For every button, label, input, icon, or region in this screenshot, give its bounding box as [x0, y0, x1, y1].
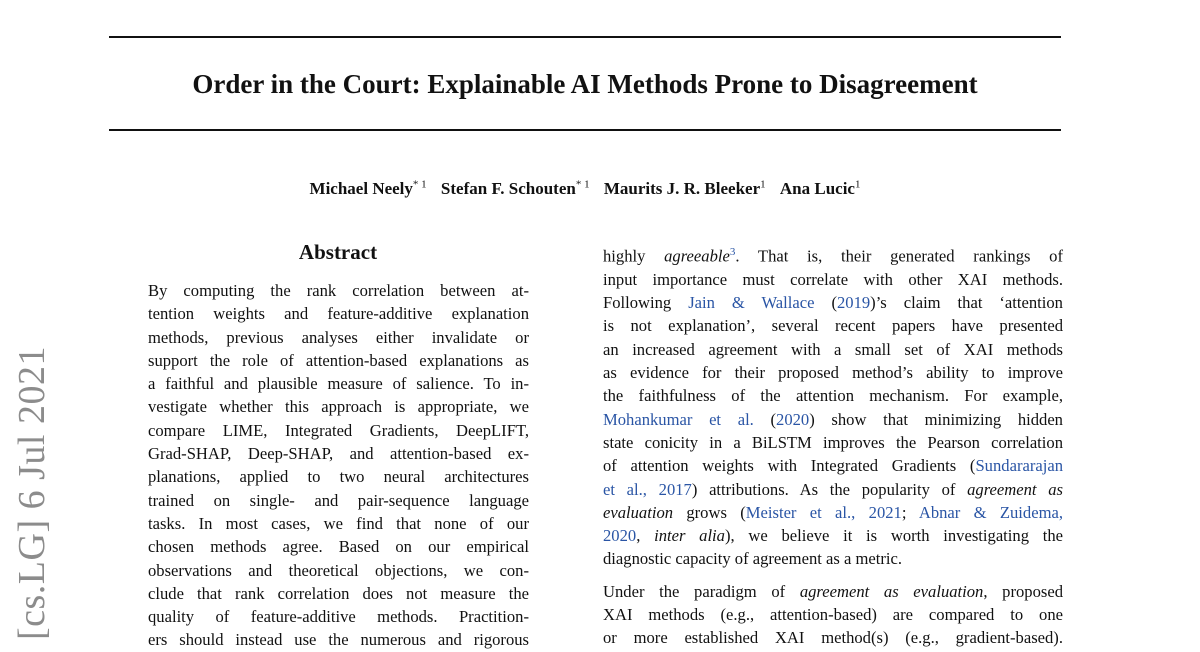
body-line: Mohankumar et al. (2020) show that minimizing hidden: [603, 409, 1063, 429]
citation-link[interactable]: Abnar & Zuidema,: [918, 502, 1063, 522]
abstract-heading: Abstract: [298, 240, 378, 264]
abstract-line: compare LIME, Integrated Gradients, DeepLIFT,: [148, 420, 529, 440]
citation-link[interactable]: et al., 2017: [603, 479, 692, 499]
abstract-line: ers should instead use the numerous and rigorous: [148, 630, 529, 650]
abstract-line: a faithful and plausible measure of salience. To in-: [148, 374, 529, 394]
intro-text: [603, 241, 1063, 650]
body-line: Under the paradigm of agreement as evaluation, proposed: [603, 581, 1063, 601]
abstract-line: Grad-SHAP, Deep-SHAP, and attention-based ex-: [148, 444, 529, 464]
author-4[interactable]: Ana Lucic$^1$: [779, 178, 861, 198]
body-line: the faithfulness of the attention mechanism. For example,: [603, 386, 1063, 406]
title-bottom-rule: [109, 129, 1061, 131]
abstract-line: support the role of attention-based explanations as: [148, 350, 529, 370]
body-line: diagnostic capacity of agreement as a metric.: [603, 549, 903, 569]
abstract-line: quality of feature-additive methods. Practition-: [148, 607, 529, 627]
body-line: et al., 2017) attributions. As the popularity of agreement as: [603, 479, 1063, 499]
abstract-line: planations, applied to two neural architectures: [148, 467, 529, 487]
author-2[interactable]: Stefan F. Schouten$^{* 1}$: [440, 178, 590, 198]
citation-year-link[interactable]: 2020: [776, 409, 810, 429]
abstract-line: trained on single- and pair-sequence language: [148, 490, 529, 510]
author-list: [109, 172, 1061, 201]
body-line: XAI methods (e.g., attention-based) are compared to one: [603, 604, 1063, 624]
abstract-line: By computing the rank correlation between at-: [148, 281, 529, 300]
body-line: or more established XAI method(s) (e.g., gradient-based).: [603, 628, 1063, 648]
body-line: Following Jain & Wallace (2019)’s claim that ‘attention: [603, 293, 1063, 313]
author-3[interactable]: Maurits J. R. Bleeker$^1$: [603, 178, 766, 198]
body-line: an increased agreement with a small set of XAI methods: [603, 339, 1063, 359]
abstract-line: tasks. In most cases, we find that none of our: [148, 513, 529, 533]
footnote-link[interactable]: 3: [729, 246, 736, 258]
citation-link[interactable]: Jain & Wallace: [688, 293, 815, 313]
abstract-body: [148, 279, 529, 652]
abstract-line: tention weights and feature-additive explanation: [148, 304, 529, 324]
body-line: evaluation grows (Meister et al., 2021; Abnar & Zuidema,: [603, 502, 1063, 522]
citation-year-link[interactable]: 2019: [836, 293, 871, 313]
body-line: state conicity in a BiLSTM improves the Pearson correlation: [603, 432, 1063, 452]
body-line: 2020, inter alia), we believe it is worth investigating the: [603, 526, 1063, 546]
citation-link[interactable]: Meister et al., 2021: [745, 502, 902, 522]
body-line: as evidence for their proposed method’s ability to improve: [603, 363, 1063, 383]
body-line: is not explanation’, several recent papers have presented: [603, 316, 1063, 336]
body-line: input importance must correlate with other XAI methods.: [603, 269, 1063, 289]
body-line: highly agreeable$^3$. That is, their generated rankings of: [603, 246, 1063, 266]
author-1[interactable]: Michael Neely$^{* 1}$: [309, 178, 427, 198]
abstract-line: vestigate whether this approach is appropriate, we: [148, 397, 529, 417]
body-line: of attention weights with Integrated Gradients (Sundararajan: [603, 456, 1063, 476]
top-rule: [109, 36, 1061, 38]
citation-year-link[interactable]: 2020: [603, 526, 637, 546]
paragraph-2: [603, 580, 1063, 650]
abstract-line: observations and theoretical objections, we con-: [148, 560, 529, 580]
citation-link[interactable]: Mohankumar et al.: [603, 409, 754, 429]
abstract-line: methods, previous analyses either invalidate or: [148, 327, 529, 347]
abstract-line: chosen methods agree. Based on our empirical: [148, 537, 529, 557]
paper-title: Order in the Court: Explainable AI Methods Prone to Disagreement: [192, 69, 978, 99]
abstract-line: clude that rank correlation does not measure the: [148, 583, 529, 603]
arxiv-stamp: [cs.LG] 6 Jul 2021: [11, 346, 53, 640]
citation-link[interactable]: Sundararajan: [975, 456, 1063, 476]
